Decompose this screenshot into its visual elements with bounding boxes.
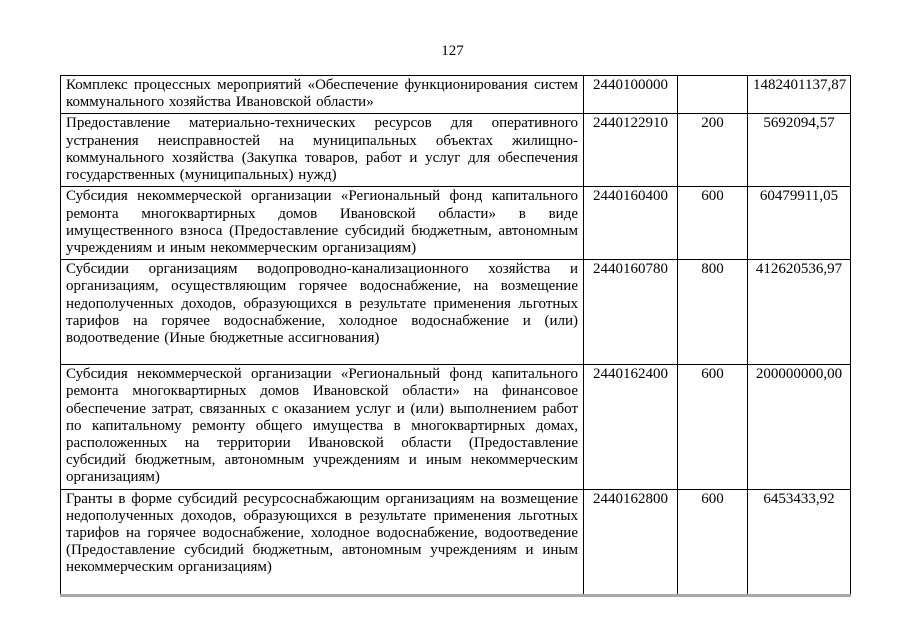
row-amount-cell: 5692094,57	[748, 114, 851, 187]
table-row	[61, 489, 851, 595]
row-code-cell: 2440162400	[584, 365, 678, 489]
row-code-cell: 2440122910	[584, 114, 678, 187]
row-expense-type-cell: 200	[678, 114, 748, 187]
row-expense-type-cell: 800	[678, 260, 748, 365]
row-amount-cell: 60479911,05	[748, 187, 851, 260]
row-code-cell: 2440160780	[584, 260, 678, 365]
budget-table	[60, 75, 851, 597]
table-row	[61, 76, 851, 114]
row-expense-type-cell: 600	[678, 187, 748, 260]
row-code-cell: 2440162800	[584, 489, 678, 595]
row-amount-cell: 200000000,00	[748, 365, 851, 489]
row-amount-cell: 1482401137,87	[748, 76, 851, 114]
table-row	[61, 365, 851, 489]
row-expense-type-cell: 600	[678, 489, 748, 595]
table-row	[61, 187, 851, 260]
row-expense-type-cell: 600	[678, 365, 748, 489]
row-amount-cell: 412620536,97	[748, 260, 851, 365]
row-description-cell: Субсидии организациям водопроводно-канализационного хозяйства и организациям, осуществляющим горячее водоснабжение, на возмещение недополученных доходов, образующихся в результате применения льготных тарифов на горячее водоснабжение, холодное водоснабжение и (или) водоотведение (Иные бюджетные ассигнования)	[61, 260, 584, 365]
row-description-cell: Гранты в форме субсидий ресурсоснабжающим организациям на возмещение недополученных доходов, образующихся в результате применения льготных тарифов на горячее водоснабжение, холодное водоснабжение, водоотведение (Предоставление субсидий бюджетным, автономным учреждениям и иным некоммерческим организациям)	[61, 489, 584, 595]
row-code-cell: 2440100000	[584, 76, 678, 114]
row-amount-cell: 6453433,92	[748, 489, 851, 595]
table-row	[61, 114, 851, 187]
row-code-cell: 2440160400	[584, 187, 678, 260]
table-row	[61, 260, 851, 365]
page-number: 127	[441, 43, 464, 59]
row-description-cell: Субсидия некоммерческой организации «Региональный фонд капитального ремонта многоквартирных домов Ивановской области» на финансовое обеспечение затрат, связанных с оказанием услуг и (или) выполнением работ по капитальному ремонту общего имущества в многоквартирных домах, расположенных на территории Ивановской области (Предоставление субсидий бюджетным, автономным учреждениям и иным некоммерческим организациям)	[61, 365, 584, 489]
row-description-cell: Комплекс процессных мероприятий «Обеспечение функционирования систем коммунального хозяйства Ивановской области»	[61, 76, 584, 114]
row-description-cell: Субсидия некоммерческой организации «Региональный фонд капитального ремонта многоквартирных домов Ивановской области» в виде имущественного взноса (Предоставление субсидий бюджетным, автономным учреждениям и иным некоммерческим организациям)	[61, 187, 584, 260]
row-description-cell: Предоставление материально-технических ресурсов для оперативного устранения неисправностей на муниципальных объектах жилищно-коммунального хозяйства (Закупка товаров, работ и услуг для обеспечения государственных (муниципальных) нужд)	[61, 114, 584, 187]
row-expense-type-cell	[678, 76, 748, 114]
